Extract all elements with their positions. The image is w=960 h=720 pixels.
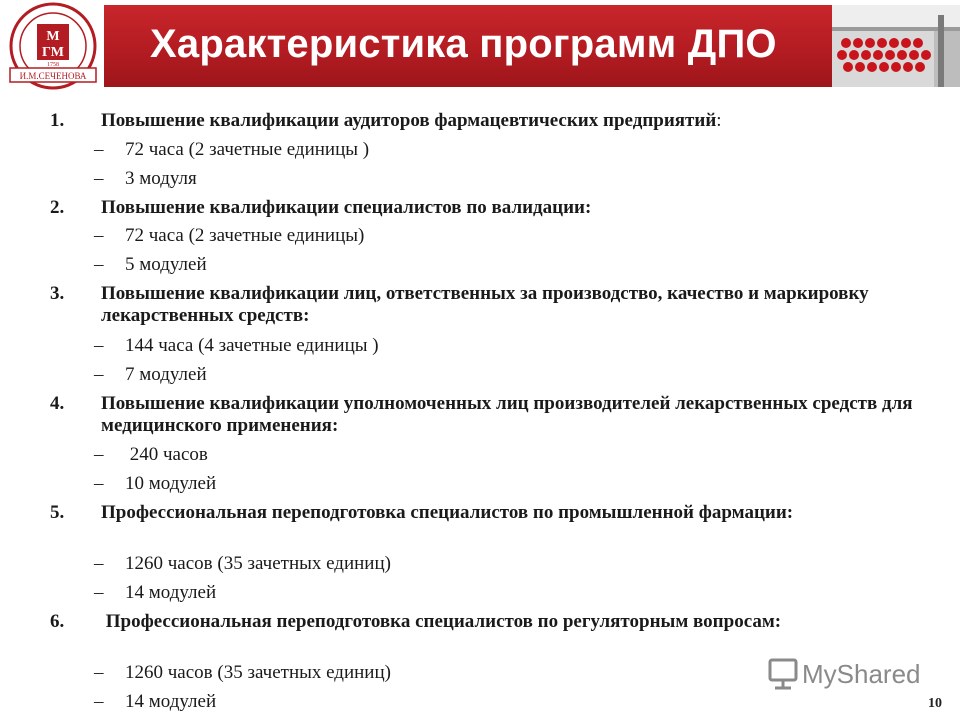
university-logo	[4, 2, 102, 94]
item-title	[101, 110, 941, 132]
page-number: 10	[928, 696, 942, 711]
item-title: Профессиональная переподготовка специалистов по промышленной фармации:	[101, 502, 794, 523]
svg-text:1758: 1758	[47, 62, 59, 68]
svg-text:М: М	[46, 29, 60, 44]
dash-bullet: –	[94, 335, 104, 356]
dash-bullet: –	[94, 225, 104, 246]
item-detail: 72 часа (2 зачетные единицы)	[125, 225, 365, 246]
item-number: 2.	[50, 197, 65, 218]
item-number: 4.	[50, 393, 65, 414]
dash-bullet: –	[94, 364, 104, 385]
item-detail: 3 модуля	[125, 168, 197, 189]
dash-bullet: –	[94, 691, 104, 712]
item-title: Повышение квалификации лиц, ответственных за производство, качество и маркировку лекарственных средств:	[101, 283, 869, 326]
dash-bullet: –	[94, 444, 104, 465]
item-detail: 5 модулей	[125, 254, 207, 275]
item-detail: 10 модулей	[125, 473, 217, 494]
dash-bullet: –	[94, 662, 104, 683]
svg-text:ГМ: ГМ	[42, 45, 64, 60]
header-photo	[832, 5, 960, 87]
item-detail: 14 модулей	[125, 691, 217, 712]
item-number: 1.	[50, 110, 65, 131]
dash-bullet: –	[94, 473, 104, 494]
item-detail: 14 модулей	[125, 582, 217, 603]
watermark	[766, 654, 926, 694]
item-detail: 7 модулей	[125, 364, 207, 385]
svg-text:И.М.СЕЧЕНОВА: И.М.СЕЧЕНОВА	[19, 71, 87, 81]
item-detail: 240 часов	[125, 444, 208, 465]
item-title-text: Повышение квалификации аудиторов фармацевтических предприятий	[101, 110, 717, 131]
item-detail: 144 часа (4 зачетные единицы )	[125, 335, 379, 356]
item-detail: 1260 часов (35 зачетных единиц)	[125, 553, 391, 574]
page-title: Характеристика программ ДПО	[150, 22, 777, 66]
item-detail: 1260 часов (35 зачетных единиц)	[125, 662, 391, 683]
dash-bullet: –	[94, 254, 104, 275]
item-number: 3.	[50, 283, 65, 304]
item-number: 5.	[50, 502, 65, 523]
item-number: 6.	[50, 611, 65, 632]
dash-bullet: –	[94, 139, 104, 160]
item-title: Повышение квалификации специалистов по валидации:	[101, 197, 592, 218]
dash-bullet: –	[94, 168, 104, 189]
watermark-text: MyShared	[802, 659, 921, 689]
item-title: Повышение квалификации уполномоченных лиц производителей лекарственных средств для медицинского применения:	[101, 393, 913, 436]
dash-bullet: –	[94, 582, 104, 603]
presentation-icon	[770, 660, 796, 688]
item-title: Профессиональная переподготовка специалистов по регуляторным вопросам:	[101, 611, 782, 632]
item-title-suffix: :	[716, 110, 722, 131]
dash-bullet: –	[94, 553, 104, 574]
item-detail: 72 часа (2 зачетные единицы )	[125, 139, 370, 160]
